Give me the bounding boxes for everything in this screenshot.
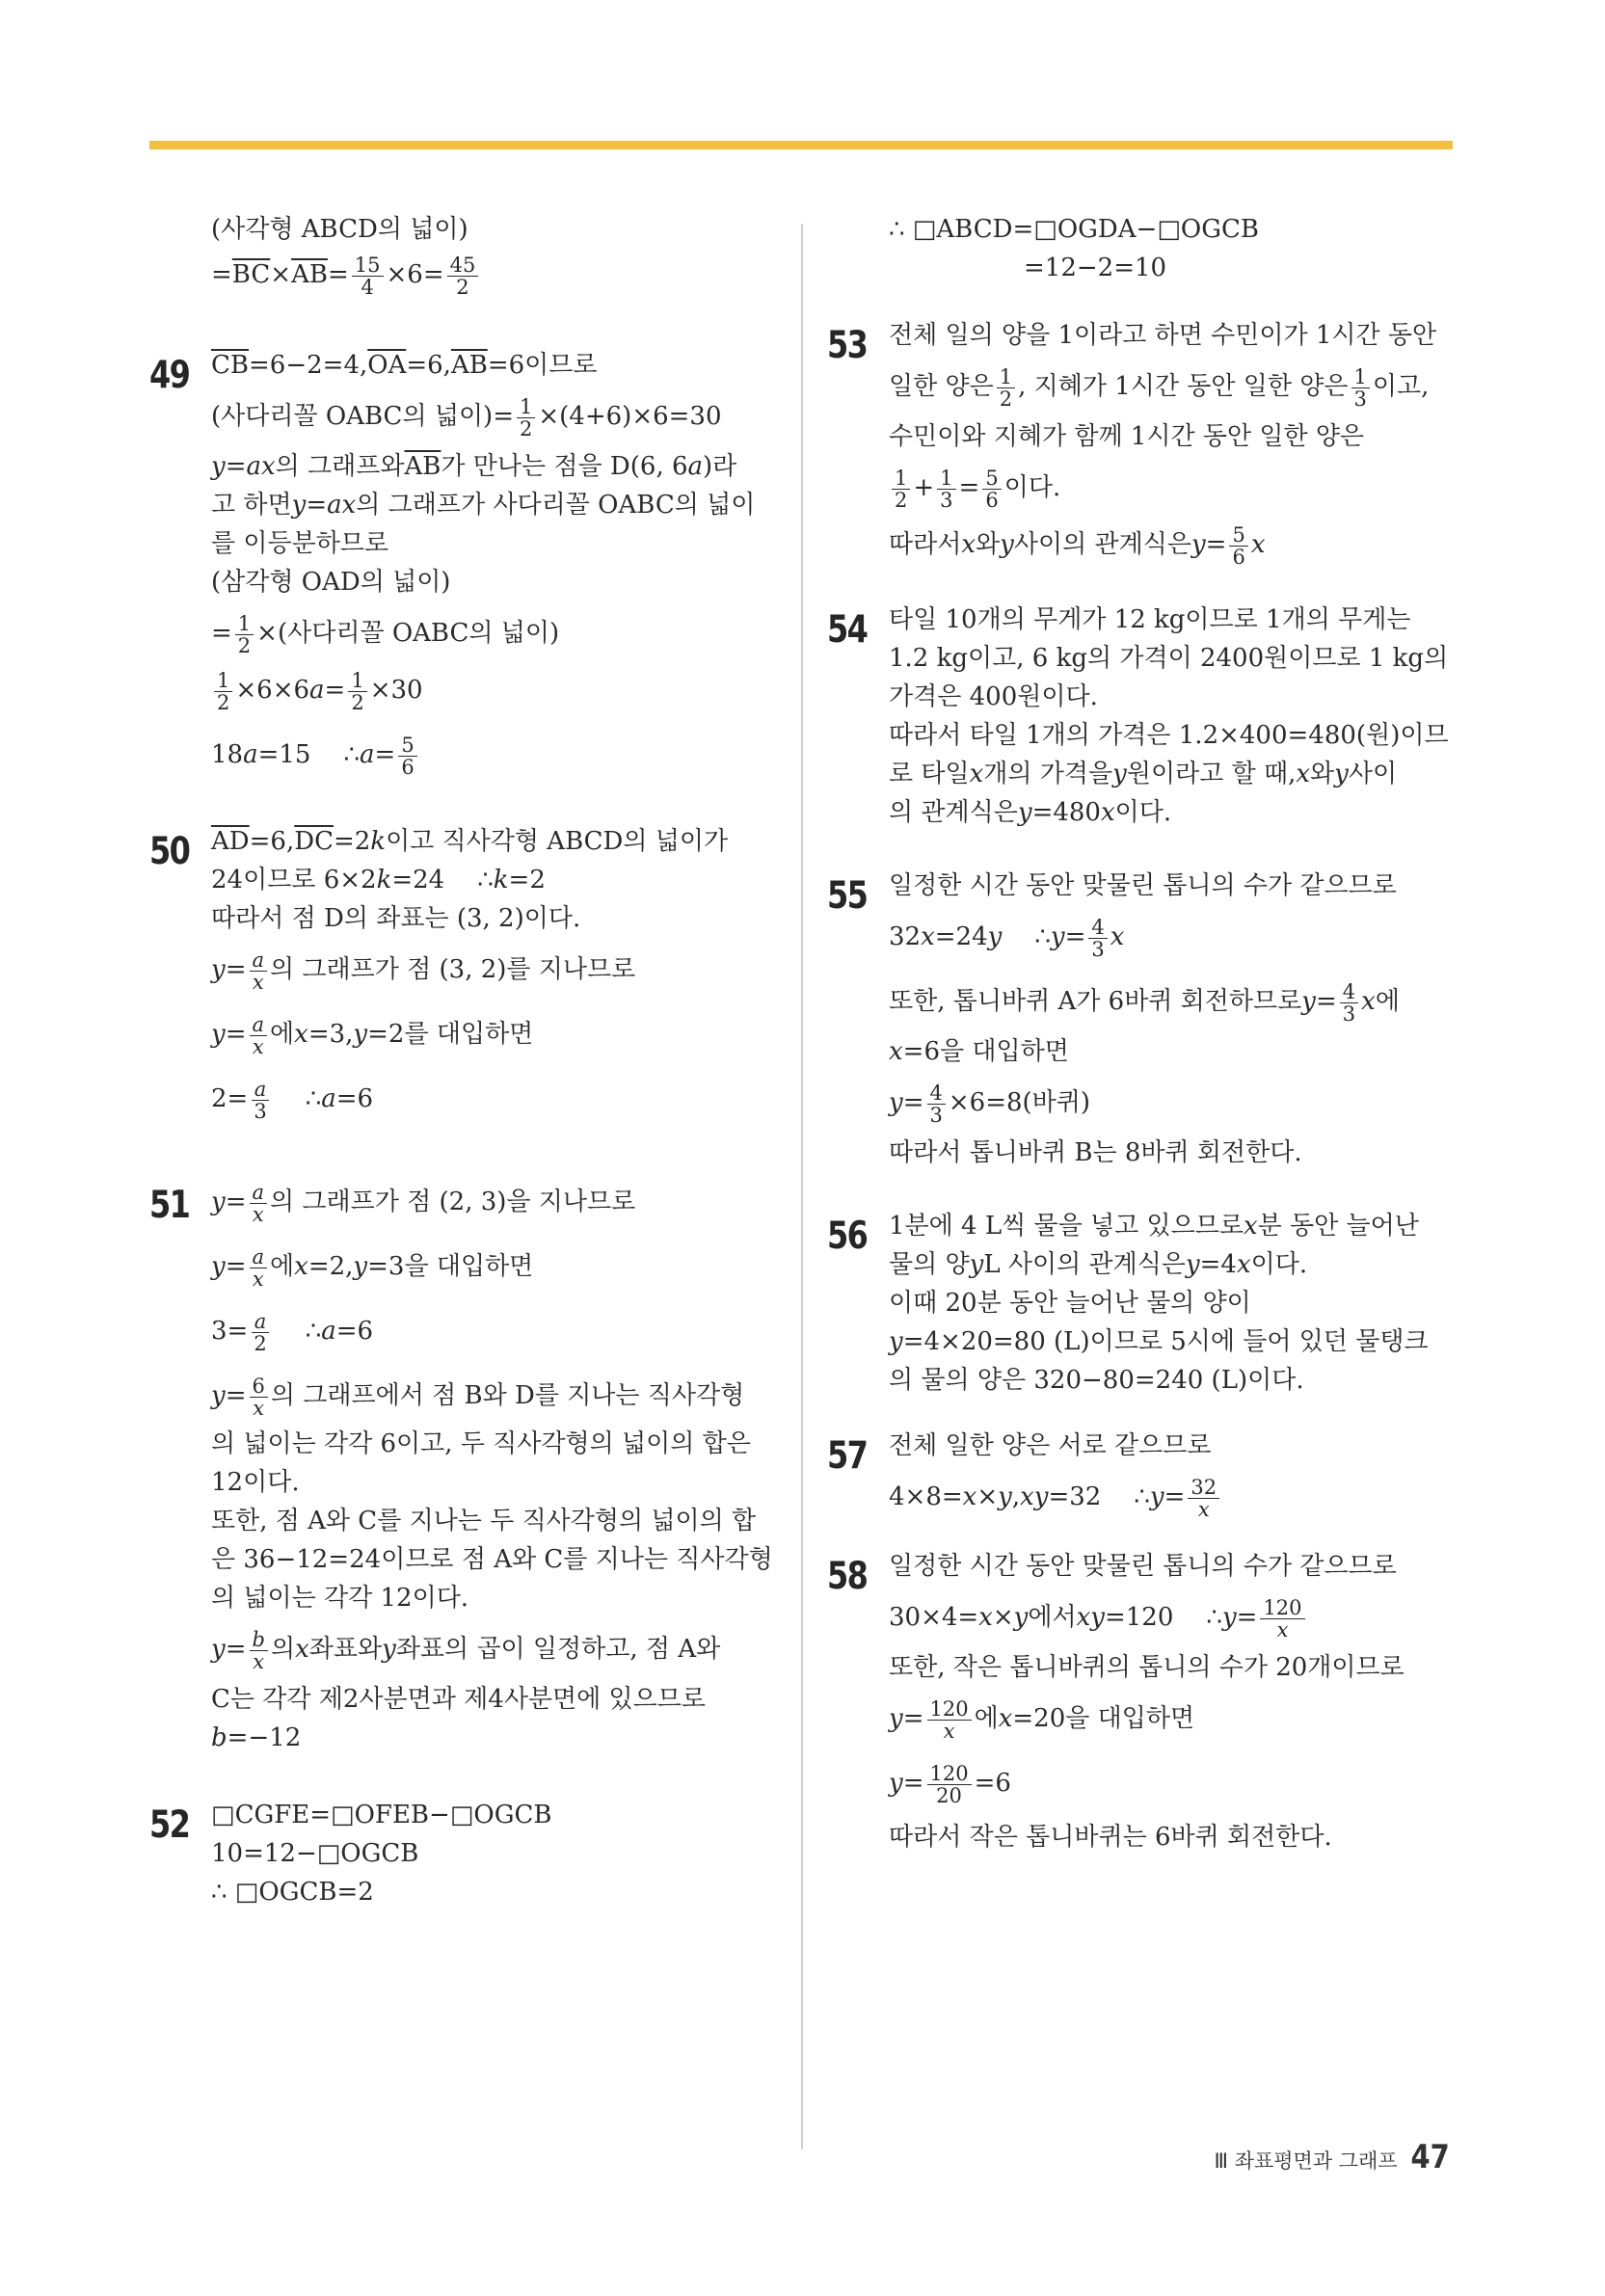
problem-number: 55 [827, 874, 868, 918]
solution-57 [827, 1430, 1463, 1521]
solution-line: = $\overline{BC}$ × $\overline{AB}$ = $\frac{15}{4}$ ×6= $\frac{45}{2}$ [211, 253, 776, 296]
solution-line: ∴ □ABCD=□OGDA−□OGCB [889, 215, 1259, 244]
solution-line: (사각형 ABCD의 넓이) [211, 215, 468, 244]
solution-line: y =4×20=80 (L)이므로 5시에 들어 있던 물탱크 [889, 1327, 1429, 1356]
solution-line: 30×4= x × y 에서 xy =120 ∴ y = $\frac{120}{x}$ [889, 1595, 1463, 1639]
solution-line: = $\frac{1}{2}$ ×(사다리꼴 OABC의 넓이) [211, 612, 560, 657]
solution-51 [149, 1180, 776, 1753]
solution-line: ∴ □OGCB=2 [211, 1878, 374, 1907]
problem-number: 50 [149, 830, 190, 873]
problem-number: 51 [149, 1184, 190, 1227]
problem-number: 57 [827, 1434, 868, 1478]
solution-line: 2= $\frac{a}{3}$ ∴ a =6 [211, 1078, 374, 1123]
solution-line: 18 a =15 ∴ a = $\frac{5}{6}$ [211, 733, 776, 776]
solution-line: y = $\frac{a}{x}$ 에 x =2, y =3을 대입하면 [211, 1245, 534, 1291]
solution-line: 또한, 점 A와 C를 지나는 두 직사각형의 넓이의 합 [211, 1507, 757, 1535]
solution-line: 따라서 x 와 y 사이의 관계식은 y = $\frac{5}{6}$ x [889, 523, 1266, 569]
solution-line: 따라서 타일 1개의 가격은 1.2×400=480(원)이므 [889, 721, 1449, 750]
solution-line: 로 타일 x 개의 가격을 y 원이라고 할 때, x 와 y 사이 [889, 760, 1398, 788]
solution-line: $\frac{1}{2}$ ×6×6 a = $\frac{1}{2}$ ×30 [211, 668, 776, 711]
solution-line: 물의 양 y L 사이의 관계식은 y =4 x 이다. [889, 1250, 1308, 1279]
solution-line: 따라서 톱니바퀴 B는 8바퀴 회전한다. [889, 1138, 1302, 1167]
solution-line: 은 36−12=24이므로 점 A와 C를 지나는 직사각형 [211, 1545, 773, 1574]
solution-line: 일정한 시간 동안 맞물린 톱니의 수가 같으므로 [889, 871, 1397, 900]
solution-line: x =6을 대입하면 [889, 1037, 1069, 1066]
left-column [149, 214, 776, 1915]
solution-line: □CGFE=□OFEB−□OGCB [211, 1801, 552, 1829]
problem-number: 56 [827, 1215, 868, 1258]
problem-number: 53 [827, 324, 868, 367]
solution-54 [827, 604, 1463, 828]
problem-number: 52 [149, 1803, 190, 1847]
top-accent-bar [149, 141, 1453, 149]
problem-number: 58 [827, 1555, 868, 1598]
solution-line: 1분에 4 L씩 물을 넣고 있으므로 x 분 동안 늘어난 [889, 1212, 1419, 1241]
solution-50 [149, 826, 776, 1123]
solution-line: 고 하면 y = ax 의 그래프가 사다리꼴 OABC의 넓이 [211, 491, 756, 520]
solution-line: C는 각각 제2사분면과 제4사분면에 있으므로 [211, 1685, 707, 1714]
solution-line: 의 넓이는 각각 12이다. [211, 1584, 469, 1613]
solution-line: 수민이와 지혜가 함께 1시간 동안 일한 양은 [889, 422, 1365, 451]
fraction: $\frac{45}{2}$ [447, 254, 479, 298]
solution-line: 의 넓이는 각각 6이고, 두 직사각형의 넓이의 합은 [211, 1429, 751, 1458]
solution-line: 3= $\frac{a}{2}$ ∴ a =6 [211, 1310, 374, 1355]
solution-line: 를 이등분하므로 [211, 529, 389, 558]
solution-line: 일정한 시간 동안 맞물린 톱니의 수가 같으므로 [889, 1552, 1397, 1581]
solution-55 [827, 870, 1463, 1168]
solution-line: y = $\frac{a}{x}$ 의 그래프가 점 (3, 2)를 지나므로 [211, 948, 636, 994]
solution-58 [827, 1551, 1463, 1853]
solution-line: y = $\frac{6}{x}$ 의 그래프에서 점 B와 D를 지나는 직사각형 [211, 1375, 745, 1420]
solution-line: 1.2 kg이고, 6 kg의 가격이 2400원이므로 1 kg의 [889, 644, 1449, 673]
page-footer [1215, 2138, 1453, 2176]
solution-56 [827, 1211, 1463, 1396]
solution-49 [149, 350, 776, 779]
solution-line: 의 물의 양은 320−80=240 (L)이다. [889, 1366, 1304, 1395]
solution-line: 일한 양은 $\frac{1}{2}$ , 지혜가 1시간 동안 일한 양은 $\frac{1}{3}$ 이고, [889, 365, 1430, 411]
column-divider [801, 224, 803, 2149]
solution-line: 12이다. [211, 1468, 300, 1497]
solution-line: y = $\frac{a}{x}$ 의 그래프가 점 (2, 3)을 지나므로 [211, 1181, 636, 1226]
solution-line: y = $\frac{4}{3}$ ×6=8(바퀴) [889, 1081, 1091, 1127]
solution-line: 따라서 작은 톱니바퀴는 6바퀴 회전한다. [889, 1823, 1332, 1852]
solution-line: =12−2=10 [1024, 254, 1167, 282]
solution-48-continued [149, 214, 776, 299]
solution-line: 이때 20분 동안 늘어난 물의 양이 [889, 1289, 1251, 1318]
solution-line: 전체 일한 양은 서로 같으므로 [889, 1431, 1212, 1460]
solution-line: 따라서 점 D의 좌표는 (3, 2)이다. [211, 904, 581, 933]
solution-line: 또한, 작은 톱니바퀴의 톱니의 수가 20개이므로 [889, 1653, 1404, 1682]
solution-line: y = $\frac{a}{x}$ 에 x =3, y =2를 대입하면 [211, 1013, 534, 1058]
solution-line: (사다리꼴 OABC의 넓이)= $\frac{1}{2}$ ×(4+6)×6=30 [211, 395, 722, 441]
solution-line: 10=12−□OGCB [211, 1839, 419, 1868]
solution-line: $\overline{AD}$ =6, $\overline{DC}$ =2 k 이고 직사각형 ABCD의 넓이가 [211, 827, 729, 856]
solution-line: $\overline{CB}$ =6−2=4, $\overline{OA}$ =6, $\overline{AB}$ =6이므로 [211, 351, 598, 380]
solution-line: 가격은 400원이다. [889, 682, 1098, 711]
solution-line: y = $\frac{120}{20}$ =6 [889, 1762, 1011, 1807]
solution-line: (삼각형 OAD의 넓이) [211, 568, 451, 597]
solution-line: b =−12 [211, 1723, 302, 1752]
section-title: Ⅲ 좌표평면과 그래프 [1214, 2149, 1398, 2173]
solution-line: 32 x =24 y ∴ y = $\frac{4}{3}$ x [889, 916, 1125, 961]
solution-line: $\frac{1}{2}$ + $\frac{1}{3}$ = $\frac{5}{6}$ 이다. [889, 466, 1463, 509]
right-column [827, 214, 1463, 1866]
solution-line: 24이므로 6×2 k =24 ∴ k =2 [211, 866, 546, 894]
solution-52-continued [827, 214, 1463, 283]
solution-line: 4×8= x × y , xy =32 ∴ y = $\frac{32}{x}$ [889, 1475, 1463, 1518]
solution-line: 또한, 톱니바퀴 A가 6바퀴 회전하므로 y = $\frac{4}{3}$ x 에 [889, 980, 1400, 1026]
fraction: $\frac{15}{4}$ [352, 254, 384, 298]
solution-line: y = $\frac{120}{x}$ 에 x =20을 대입하면 [889, 1697, 1195, 1743]
solution-line: y = $\frac{b}{x}$ 의 x 좌표와 y 좌표의 곱이 일정하고, 점 A와 [211, 1628, 721, 1673]
page-number: 47 [1410, 2138, 1450, 2176]
solution-53 [827, 320, 1463, 569]
solution-52 [149, 1800, 776, 1908]
problem-number: 49 [149, 354, 190, 397]
solution-line: 의 관계식은 y =480 x 이다. [889, 798, 1172, 827]
solution-line: 타일 10개의 무게가 12 kg이므로 1개의 무게는 [889, 605, 1411, 634]
problem-number: 54 [827, 608, 868, 652]
solution-line: 전체 일의 양을 1이라고 하면 수민이가 1시간 동안 [889, 321, 1437, 350]
solution-line: y = ax 의 그래프와 $\overline{AB}$ 가 만나는 점을 D(6, 6 a )라 [211, 452, 737, 481]
